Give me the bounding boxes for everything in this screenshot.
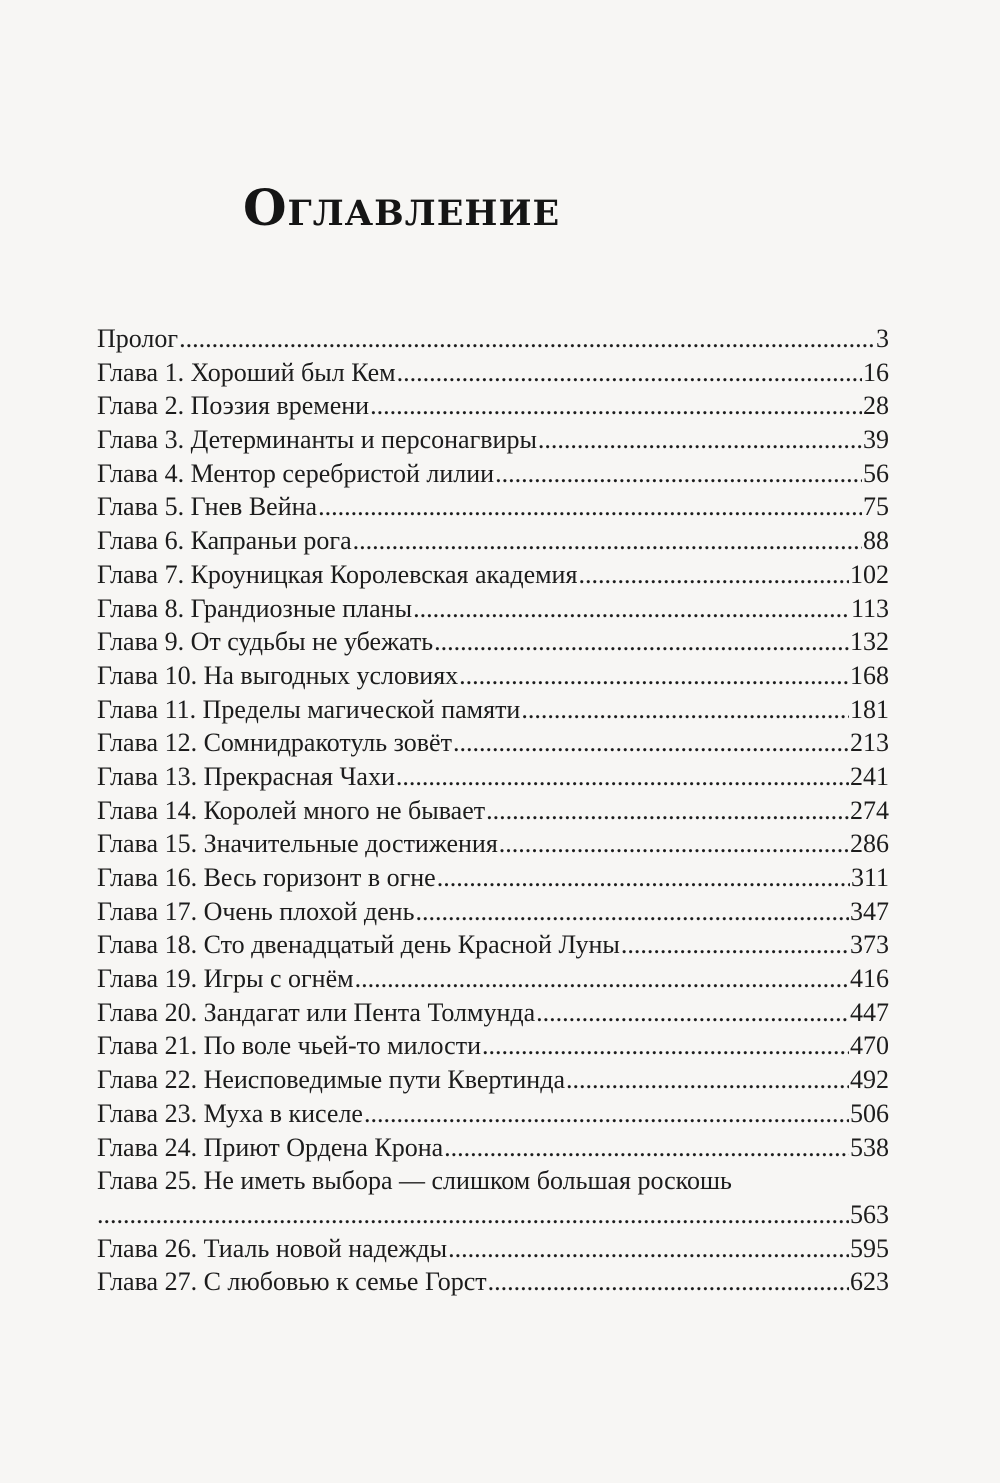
toc-entry-page: 538 [850,1132,889,1162]
toc-entry-chapter-16 [97,861,889,895]
dot-leader [486,794,849,828]
toc-entry-page: 181 [850,694,889,724]
toc-entry-page: 16 [863,357,889,387]
dot-leader [397,356,862,390]
toc-entry-chapter-27 [97,1265,889,1299]
toc-entry-page: 56 [863,458,889,488]
toc-entry-page: 113 [850,593,889,623]
dot-leader [364,1097,849,1131]
toc-entry-chapter-2 [97,389,889,423]
toc-entry-label: Глава 23. Муха в киселе [97,1098,363,1128]
toc-entry-page: 39 [863,425,889,455]
toc-entry-page: 447 [850,997,889,1027]
toc-entry-label: Глава 24. Приют Ордена Крона [97,1132,444,1162]
toc-entry-chapter-22 [97,1063,889,1097]
toc-entry-label: Глава 13. Прекрасная Чахи [97,761,395,791]
toc-entry-page: 347 [850,896,889,926]
toc-entry-label: Глава 16. Весь горизонт в огне [97,863,436,892]
dot-leader [97,1198,849,1232]
dot-leader [459,659,849,693]
toc-entry-label: Глава 12. Сомнидракотуль зовёт [97,728,452,758]
dot-leader [179,322,875,356]
page-title: Оглавление [243,178,561,237]
toc-entry-chapter-5 [97,490,889,524]
toc-entry-label: Глава 6. Капраньи рога [97,526,352,556]
toc-entry-page: 492 [850,1065,889,1095]
dot-leader [538,423,862,457]
toc-entry-page: 28 [863,391,889,421]
toc-entry-page: 623 [850,1267,889,1297]
toc-entry-page: 213 [850,728,889,758]
toc-entry-label: Глава 3. Детерминанты и персонагвиры [97,425,537,455]
dot-leader [353,524,862,558]
toc-entry-chapter-25-page-line [97,1198,889,1232]
dot-leader [578,558,849,592]
toc-entry-label: Глава 2. Поэзия времени [97,391,370,421]
toc-entry-chapter-25 [97,1164,889,1198]
toc-entry-chapter-7 [97,558,889,592]
toc-entry-chapter-23 [97,1097,889,1131]
toc-entry-prologue [97,322,889,356]
toc-entry-page: 88 [863,526,889,556]
toc-entry-page: 470 [850,1031,889,1061]
toc-entry-label: Глава 21. По воле чьей-то милости [97,1031,481,1061]
toc-entry-chapter-26 [97,1232,889,1266]
toc-entry-page: 563 [850,1199,889,1229]
dot-leader [566,1063,849,1097]
toc-entry-chapter-11 [97,693,889,727]
toc-entry-label: Глава 26. Тиаль новой надежды [97,1233,448,1263]
toc-entry-label: Глава 11. Пределы магической памяти [97,694,521,724]
toc-entry-page: 3 [876,324,889,353]
toc-entry-chapter-14 [97,794,889,828]
toc-entry-label: Глава 25. Не иметь выбора — слишком большая роскошь [97,1166,732,1196]
toc-entry-label: Глава 22. Неисповедимые пути Квертинда [97,1065,565,1095]
toc-entry-label: Глава 14. Королей много не бывает [97,795,486,825]
toc-entry-label: Глава 19. Игры с огнём [97,964,354,994]
dot-leader [413,592,850,626]
toc-entry-chapter-15 [97,827,889,861]
toc-entry-chapter-21 [97,1029,889,1063]
toc-entry-page: 132 [850,627,889,657]
toc-entry-page: 373 [850,930,889,960]
toc-entry-page: 286 [850,829,889,859]
toc-entry-page: 102 [850,559,889,589]
toc-entry-label: Глава 5. Гнев Вейна [97,492,318,522]
dot-leader [453,726,849,760]
toc-entry-chapter-18 [97,928,889,962]
toc-entry-label: Глава 18. Сто двенадцатый день Красной Луны [97,930,620,960]
toc-entry-label: Глава 8. Грандиозные планы [97,593,413,623]
toc-entry-chapter-20 [97,996,889,1030]
toc-entry-label: Глава 27. С любовью к семье Горст [97,1267,487,1297]
toc-entry-chapter-10 [97,659,889,693]
dot-leader [415,895,849,929]
toc-entry-chapter-24 [97,1131,889,1165]
dot-leader [488,1265,849,1299]
toc-entry-page: 311 [850,863,889,892]
toc-entry-page: 506 [850,1098,889,1128]
toc-entry-chapter-19 [97,962,889,996]
dot-leader [355,962,849,996]
dot-leader [396,760,849,794]
dot-leader [482,1029,849,1063]
toc-entry-label: Глава 1. Хороший был Кем [97,357,396,387]
toc-entry-chapter-4 [97,457,889,491]
toc-entry-chapter-3 [97,423,889,457]
toc-entry-chapter-17 [97,895,889,929]
toc-entry-chapter-12 [97,726,889,760]
toc-entry-chapter-1 [97,356,889,390]
toc-entry-page: 75 [863,492,889,522]
toc-entry-page: 595 [850,1233,889,1263]
toc-entry-label: Глава 4. Ментор серебристой лилии [97,458,495,488]
toc-entry-chapter-9 [97,625,889,659]
dot-leader [448,1232,849,1266]
dot-leader [444,1131,849,1165]
dot-leader [521,693,849,727]
dot-leader [370,389,862,423]
dot-leader [621,928,849,962]
toc-entry-label: Пролог [97,324,179,353]
toc-entry-chapter-6 [97,524,889,558]
dot-leader [437,861,850,895]
toc-entry-page: 168 [850,660,889,690]
toc-entry-label: Глава 17. Очень плохой день [97,896,415,926]
dot-leader [434,625,849,659]
toc-entry-chapter-13 [97,760,889,794]
dot-leader [536,996,849,1030]
toc-entry-label: Глава 10. На выгодных условиях [97,660,459,690]
toc-entry-page: 274 [850,795,889,825]
table-of-contents [97,322,889,1299]
toc-entry-label: Глава 9. От судьбы не убежать [97,627,434,657]
toc-entry-label: Глава 7. Кроуницкая Королевская академия [97,559,578,589]
toc-entry-chapter-8 [97,592,889,626]
toc-entry-label: Глава 20. Зандагат или Пента Толмунда [97,997,536,1027]
toc-entry-page: 241 [850,761,889,791]
dot-leader [499,827,849,861]
dot-leader [318,490,862,524]
toc-entry-page: 416 [850,964,889,994]
toc-entry-label: Глава 15. Значительные достижения [97,829,498,859]
dot-leader [495,457,862,491]
